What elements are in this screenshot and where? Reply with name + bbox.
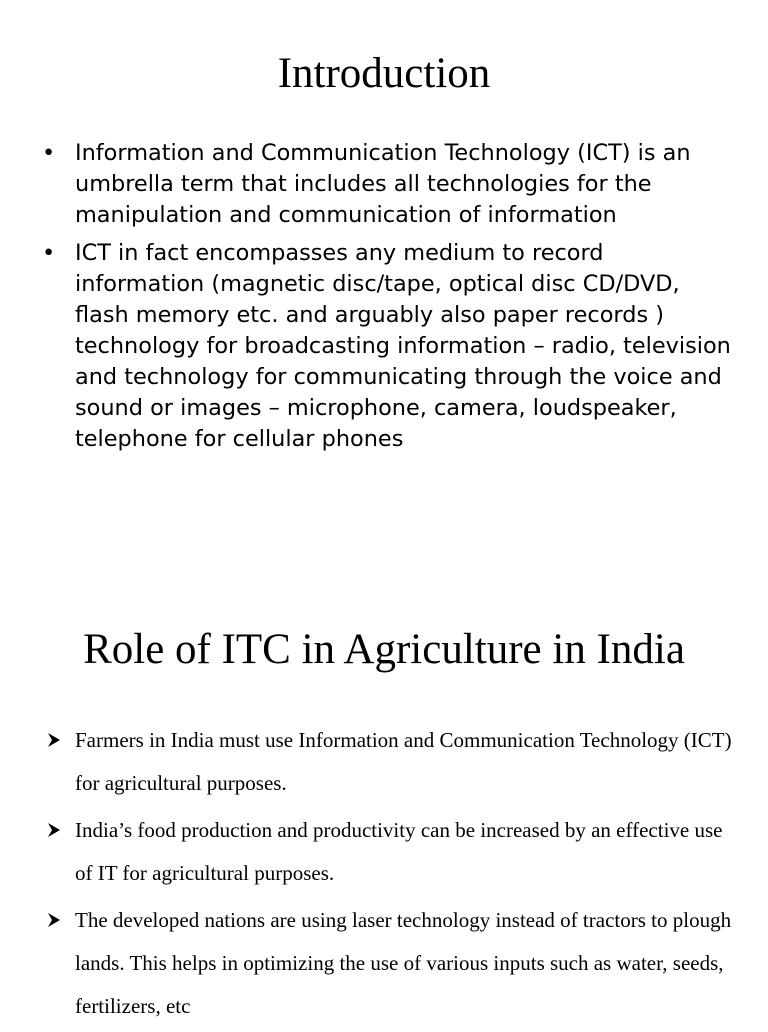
bullet-dot-icon: • [42,240,56,266]
bullet-text: ICT in fact encompasses any medium to record information (magnetic disc/tape, optical disc CD/DVD, flash memory etc. and arguably also paper records ) technology for broadcasting information – radio, television and technology for communicating through the voice and sound or images – microphone, camera, loudspeaker, telephone for cellular phones [75,240,731,452]
list-item [42,238,732,455]
bullet-list [47,719,737,1032]
bullet-text: India’s food production and productivity can be increased by an effective use of IT for agricultural purposes. [75,818,723,885]
list-item [47,899,737,1028]
list-item [47,719,737,805]
list-item [47,809,737,895]
bullet-text: Information and Communication Technology (ICT) is an umbrella term that includes all technologies for the manipulation and communication of information [75,140,691,228]
slide-title: Introduction [277,50,491,97]
slide-title: Role of ITC in Agriculture in India [83,626,685,673]
slide-role-of-itc [0,560,768,1024]
arrowhead-bullet-icon [47,809,69,852]
bullet-text: The developed nations are using laser technology instead of tractors to plough lands. This helps in optimizing the use of various inputs such as water, seeds, fertilizers, etc [75,908,732,1018]
arrowhead-bullet-icon [47,899,69,942]
list-item [42,138,732,231]
bullet-text: Farmers in India must use Information and Communication Technology (ICT) for agricultural purposes. [75,728,732,795]
arrowhead-bullet-icon [47,719,69,762]
bullet-list [42,138,732,462]
bullet-dot-icon: • [42,140,56,166]
